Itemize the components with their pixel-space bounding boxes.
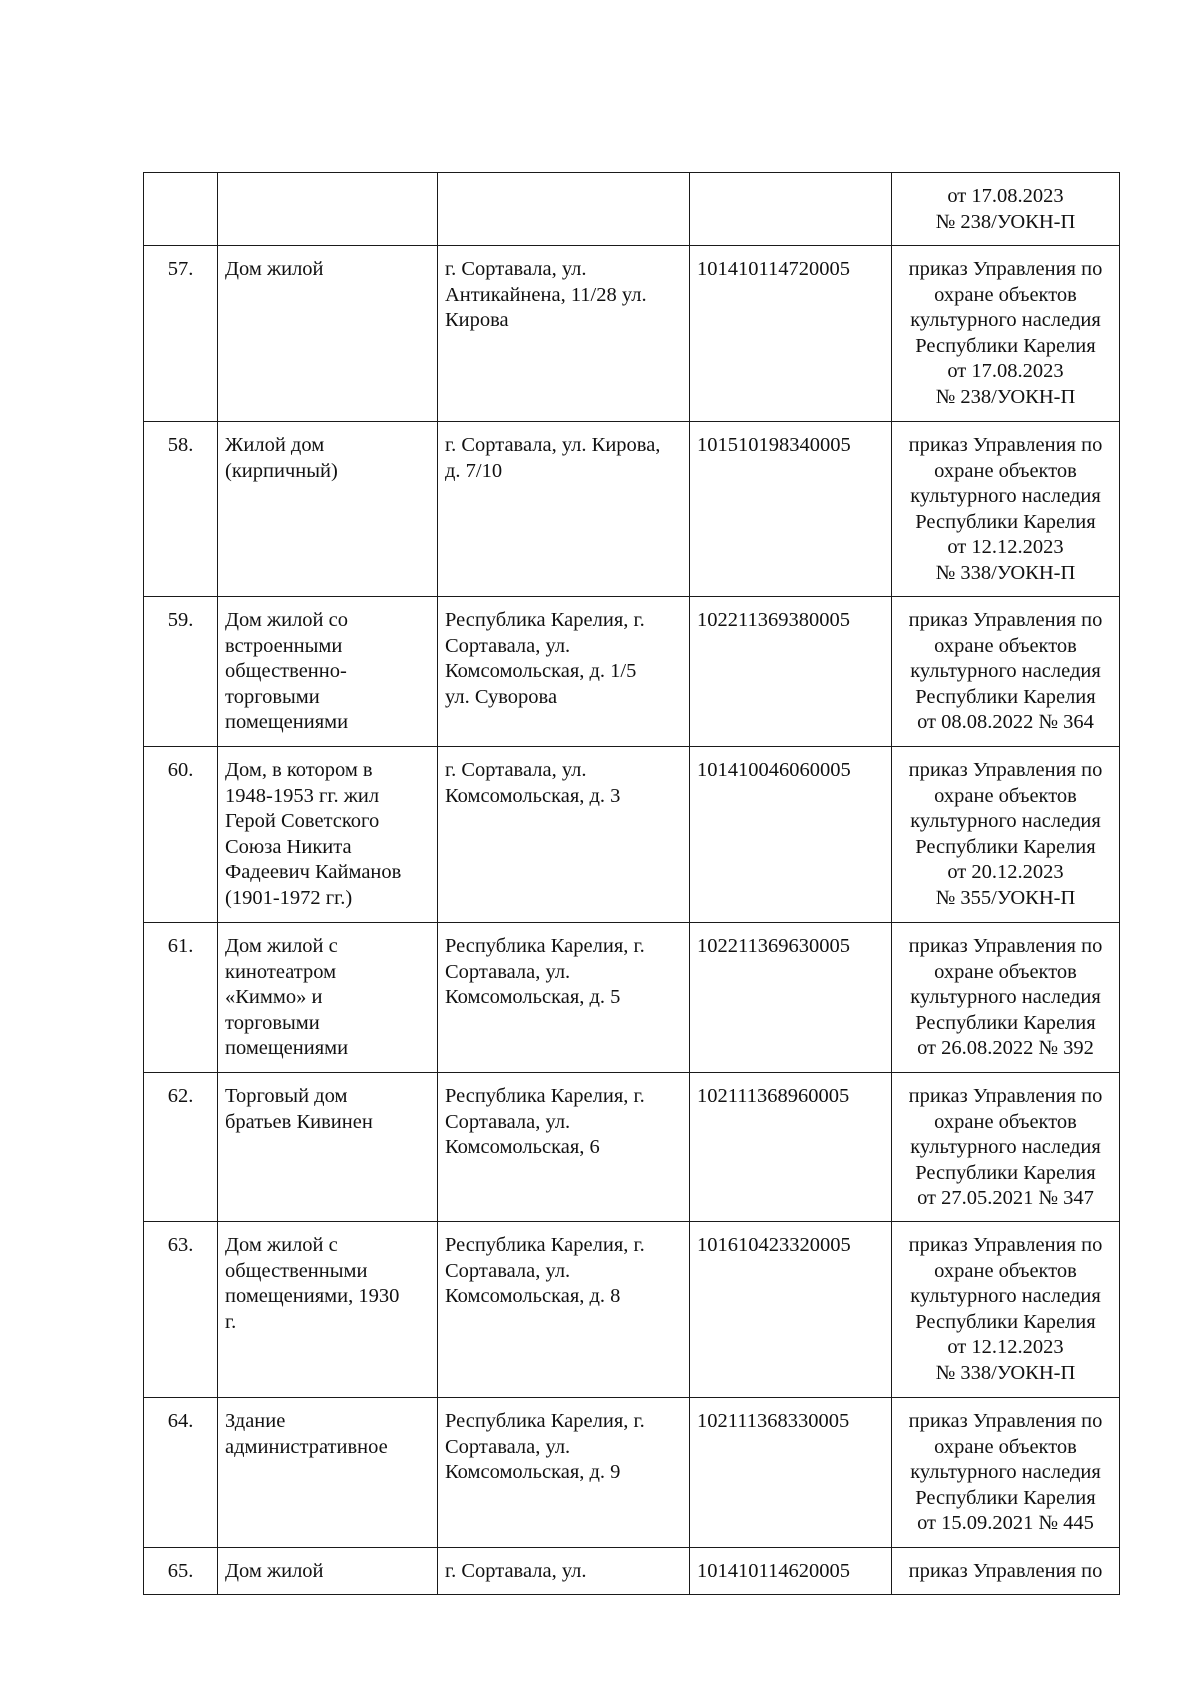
legal-act-cell-text: приказ Управления по охране объектов культурного наследия Республики Карелия от 27.05.2021 № 347 [908, 1085, 1103, 1210]
table-row [144, 1398, 1120, 1548]
object-address-cell [438, 747, 690, 923]
object-name-cell-text: Здание административное [225, 1410, 388, 1458]
registration-number-cell [690, 173, 892, 246]
legal-act-cell [892, 1398, 1120, 1548]
legal-act-cell [892, 422, 1120, 597]
object-name-cell-text: Дом жилой [225, 1560, 324, 1582]
registration-number-cell [690, 747, 892, 923]
legal-act-cell [892, 173, 1120, 246]
object-name-cell-text: Дом жилой с общественными помещениями, 1930 г. [225, 1234, 400, 1333]
object-name-cell [218, 747, 438, 923]
legal-act-cell-text: приказ Управления по охране объектов культурного наследия Республики Карелия от 12.12.2023 № 338/УОКН-П [908, 434, 1103, 584]
registration-number-cell-text: 102111368330005 [697, 1410, 850, 1432]
object-address-cell [438, 246, 690, 422]
object-name-cell-text: Дом жилой с кинотеатром «Киммо» и торговыми помещениями [225, 935, 349, 1060]
object-name-cell [218, 173, 438, 246]
row-number-cell [144, 422, 218, 597]
table-row [144, 597, 1120, 747]
object-name-cell-text: Жилой дом (кирпичный) [225, 434, 338, 482]
registration-number-cell-text: 101410114620005 [697, 1560, 850, 1582]
registration-number-cell-text: 101610423320005 [697, 1234, 851, 1256]
row-number-cell [144, 747, 218, 923]
object-address-cell [438, 1398, 690, 1548]
registration-number-cell-text: 102211369380005 [697, 609, 850, 631]
registration-number-cell [690, 1548, 892, 1595]
registry-table-body [144, 173, 1120, 1595]
legal-act-cell-text: приказ Управления по охране объектов культурного наследия Республики Карелия от 26.08.2022 № 392 [908, 935, 1103, 1060]
registration-number-cell [690, 923, 892, 1073]
table-row [144, 173, 1120, 246]
table-row [144, 422, 1120, 597]
legal-act-cell [892, 1548, 1120, 1595]
row-number-cell [144, 173, 218, 246]
object-name-cell-text: Дом жилой [225, 258, 324, 280]
object-address-cell-text: г. Сортавала, ул. Комсомольская, д. 3 [445, 759, 621, 807]
registration-number-cell [690, 422, 892, 597]
object-address-cell-text: Республика Карелия, г. Сортавала, ул. Комсомольская, д. 1/5 ул. Суворова [445, 609, 645, 708]
row-number-cell [144, 1548, 218, 1595]
object-address-cell-text: г. Сортавала, ул. [445, 1560, 587, 1582]
row-number-cell-text: 58. [167, 434, 194, 456]
object-address-cell [438, 1073, 690, 1222]
legal-act-cell [892, 246, 1120, 422]
object-address-cell [438, 173, 690, 246]
object-address-cell [438, 923, 690, 1073]
row-number-cell [144, 1398, 218, 1548]
object-name-cell [218, 1073, 438, 1222]
table-row [144, 923, 1120, 1073]
registration-number-cell [690, 597, 892, 747]
object-address-cell-text: Республика Карелия, г. Сортавала, ул. Комсомольская, д. 5 [445, 935, 645, 1009]
heritage-registry-table [143, 172, 1120, 1595]
registration-number-cell [690, 1398, 892, 1548]
row-number-cell-text: 61. [167, 935, 194, 957]
row-number-cell-text: 63. [167, 1234, 194, 1256]
table-row [144, 1548, 1120, 1595]
legal-act-cell-text: приказ Управления по охране объектов культурного наследия Республики Карелия от 20.12.2023 № 355/УОКН-П [908, 759, 1103, 909]
legal-act-cell [892, 747, 1120, 923]
row-number-cell [144, 1222, 218, 1398]
object-address-cell [438, 1548, 690, 1595]
row-number-cell-text: 62. [167, 1085, 194, 1107]
legal-act-cell-text: приказ Управления по [908, 1560, 1103, 1582]
object-name-cell-text: Торговый дом братьев Кивинен [225, 1085, 373, 1133]
object-name-cell [218, 1548, 438, 1595]
registration-number-cell [690, 246, 892, 422]
object-address-cell-text: Республика Карелия, г. Сортавала, ул. Комсомольская, д. 9 [445, 1410, 645, 1484]
object-name-cell [218, 1398, 438, 1548]
row-number-cell [144, 1073, 218, 1222]
registration-number-cell [690, 1073, 892, 1222]
legal-act-cell-text: приказ Управления по охране объектов культурного наследия Республики Карелия от 15.09.2021 № 445 [908, 1410, 1103, 1535]
legal-act-cell [892, 597, 1120, 747]
object-name-cell-text: Дом жилой со встроенными общественно- торговыми помещениями [225, 609, 349, 734]
row-number-cell [144, 597, 218, 747]
row-number-cell-text: 57. [167, 258, 194, 280]
object-name-cell [218, 597, 438, 747]
row-number-cell-text: 65. [167, 1560, 194, 1582]
object-name-cell [218, 422, 438, 597]
row-number-cell-text: 64. [167, 1410, 194, 1432]
object-name-cell [218, 923, 438, 1073]
table-row [144, 1222, 1120, 1398]
row-number-cell [144, 923, 218, 1073]
registration-number-cell-text: 101410046060005 [697, 759, 851, 781]
object-address-cell-text: г. Сортавала, ул. Антикайнена, 11/28 ул. Кирова [445, 258, 647, 332]
legal-act-cell-text: приказ Управления по охране объектов культурного наследия Республики Карелия от 17.08.2023 № 238/УОКН-П [908, 258, 1103, 408]
object-address-cell-text: г. Сортавала, ул. Кирова, д. 7/10 [445, 434, 661, 482]
registration-number-cell-text: 101510198340005 [697, 434, 851, 456]
object-address-cell [438, 422, 690, 597]
object-address-cell-text: Республика Карелия, г. Сортавала, ул. Комсомольская, 6 [445, 1085, 645, 1159]
legal-act-cell-text: от 17.08.2023 № 238/УОКН-П [935, 185, 1076, 233]
object-name-cell-text: Дом, в котором в 1948-1953 гг. жил Герой Советского Союза Никита Фадеевич Кайманов (1901-1972 гг.) [225, 759, 402, 909]
object-name-cell [218, 246, 438, 422]
legal-act-cell-text: приказ Управления по охране объектов культурного наследия Республики Карелия от 08.08.2022 № 364 [908, 609, 1103, 734]
object-address-cell [438, 597, 690, 747]
table-row [144, 246, 1120, 422]
legal-act-cell [892, 1222, 1120, 1398]
legal-act-cell [892, 1073, 1120, 1222]
row-number-cell-text: 59. [167, 609, 194, 631]
table-row [144, 1073, 1120, 1222]
legal-act-cell-text: приказ Управления по охране объектов культурного наследия Республики Карелия от 12.12.2023 № 338/УОКН-П [908, 1234, 1103, 1384]
registration-number-cell-text: 102111368960005 [697, 1085, 850, 1107]
object-name-cell [218, 1222, 438, 1398]
registration-number-cell-text: 101410114720005 [697, 258, 850, 280]
row-number-cell [144, 246, 218, 422]
table-row [144, 747, 1120, 923]
registration-number-cell [690, 1222, 892, 1398]
row-number-cell-text: 60. [167, 759, 194, 781]
object-address-cell [438, 1222, 690, 1398]
legal-act-cell [892, 923, 1120, 1073]
registration-number-cell-text: 102211369630005 [697, 935, 850, 957]
object-address-cell-text: Республика Карелия, г. Сортавала, ул. Комсомольская, д. 8 [445, 1234, 645, 1308]
